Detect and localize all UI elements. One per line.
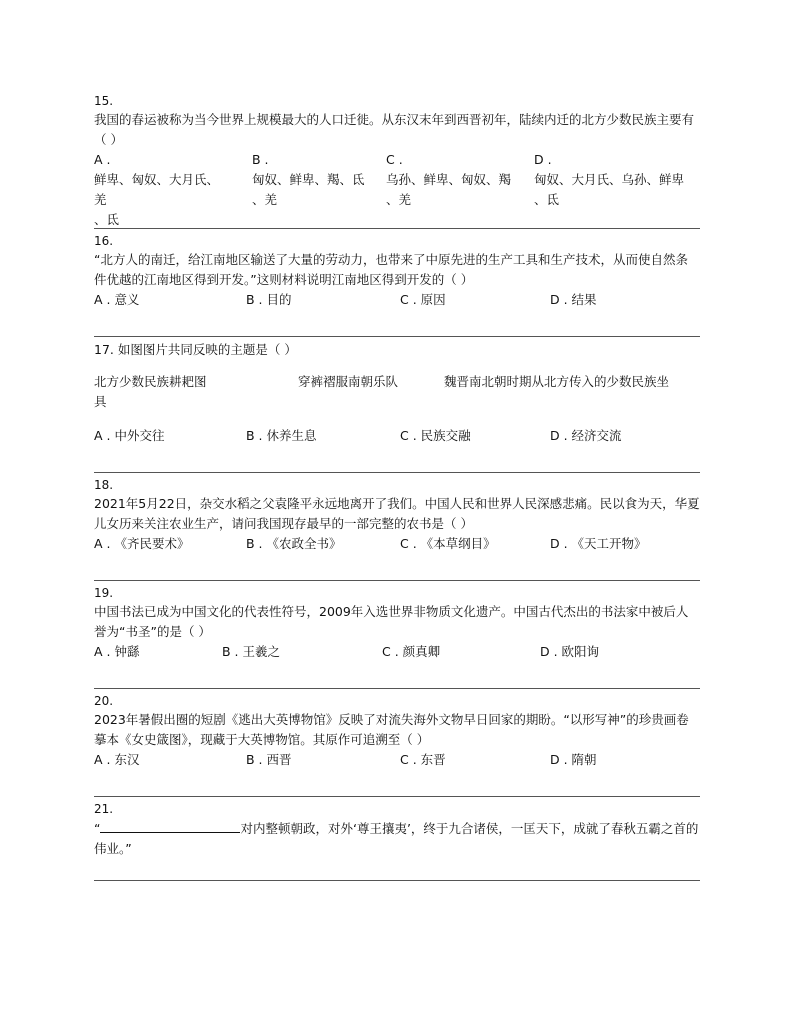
question-17 bbox=[94, 340, 700, 446]
option-a[interactable]: A . 意义 bbox=[94, 292, 140, 307]
question-20 bbox=[94, 692, 700, 770]
question-stem: 我国的春运被称为当今世界上规模最大的人口迁徙。从东汉末年到西晋初年，陆续内迁的北方少数民族主要有（ ） bbox=[94, 112, 695, 147]
option-c[interactable]: C . 颜真卿 bbox=[382, 644, 441, 659]
options-group bbox=[94, 642, 700, 662]
option-d[interactable]: D . 匈奴、大月氏、乌孙、鲜卑 、氐 bbox=[534, 152, 685, 207]
question-18 bbox=[94, 476, 700, 554]
options-group bbox=[94, 750, 700, 770]
option-c[interactable]: C . 乌孙、鲜卑、匈奴、羯 、羌 bbox=[386, 152, 512, 207]
options-group bbox=[94, 150, 700, 227]
divider bbox=[94, 796, 700, 797]
question-16 bbox=[94, 232, 700, 310]
option-b[interactable]: B . 《农政全书》 bbox=[246, 536, 342, 551]
caption-plowing: 北方少数民族耕耙图 bbox=[94, 374, 207, 389]
caption-seat: 魏晋南北朝时期从北方传入的少数民族坐 bbox=[444, 374, 670, 389]
option-b[interactable]: B . 休养生息 bbox=[246, 428, 317, 443]
caption-seat-wrap: 具 bbox=[94, 394, 107, 409]
options-group bbox=[94, 426, 700, 446]
question-number: 15. bbox=[94, 94, 114, 108]
fill-in-blank[interactable] bbox=[100, 818, 240, 833]
option-d[interactable]: D . 《天工开物》 bbox=[550, 536, 647, 551]
question-19 bbox=[94, 584, 700, 662]
option-b[interactable]: B . 西晋 bbox=[246, 752, 292, 767]
option-c[interactable]: C . 民族交融 bbox=[400, 428, 471, 443]
option-c[interactable]: C . 东晋 bbox=[400, 752, 446, 767]
option-a[interactable]: A . 鲜卑、匈奴、大月氏、羌 、氐 bbox=[94, 152, 220, 227]
option-a[interactable]: A . 钟繇 bbox=[94, 644, 140, 659]
option-c[interactable]: C . 原因 bbox=[400, 292, 446, 307]
question-15 bbox=[94, 92, 700, 227]
divider bbox=[94, 228, 700, 229]
option-b[interactable]: B . 匈奴、鲜卑、羯、氐 、羌 bbox=[252, 152, 365, 207]
question-number: 20. bbox=[94, 694, 114, 708]
question-number: 19. bbox=[94, 586, 114, 600]
question-number: 21. bbox=[94, 802, 114, 816]
options-group bbox=[94, 290, 700, 310]
question-stem: 2021年5月22日，杂交水稻之父袁隆平永远地离开了我们。中国人民和世界人民深感悲痛。民以食为天，华夏儿女历来关注农业生产，请问我国现存最早的一部完整的农书是（ ） bbox=[94, 496, 700, 531]
option-b[interactable]: B . 目的 bbox=[246, 292, 292, 307]
option-d[interactable]: D . 经济交流 bbox=[550, 428, 622, 443]
option-a[interactable]: A . 中外交往 bbox=[94, 428, 165, 443]
question-number: 18. bbox=[94, 478, 114, 492]
question-stem: “北方人的南迁，给江南地区输送了大量的劳动力，也带来了中原先进的生产工具和生产技术，从而使自然条件优越的江南地区得到开发。”这则材料说明江南地区得到开发的（ ） bbox=[94, 252, 688, 287]
question-number: 16. bbox=[94, 234, 114, 248]
question-stem: “ 对内整顿朝政，对外‘尊王攘夷’，终于九合诸侯，一匡天下，成就了春秋五霸之首的伟业。” bbox=[94, 818, 700, 859]
option-d[interactable]: D . 欧阳询 bbox=[540, 644, 600, 659]
question-21 bbox=[94, 800, 700, 859]
option-b[interactable]: B . 王羲之 bbox=[222, 644, 280, 659]
question-stem: 中国书法已成为中国文化的代表性符号，2009年入选世界非物质文化遗产。中国古代杰出的书法家中被后人誉为“书圣”的是（ ） bbox=[94, 604, 689, 639]
caption-band: 穿裤褶服南朝乐队 bbox=[298, 374, 399, 389]
option-d[interactable]: D . 隋朝 bbox=[550, 752, 597, 767]
option-d[interactable]: D . 结果 bbox=[550, 292, 597, 307]
option-a[interactable]: A . 东汉 bbox=[94, 752, 140, 767]
option-c[interactable]: C . 《本草纲目》 bbox=[400, 536, 496, 551]
option-a[interactable]: A . 《齐民要术》 bbox=[94, 536, 190, 551]
options-group bbox=[94, 534, 700, 554]
question-stem: 17. 如图图片共同反映的主题是（ ） bbox=[94, 342, 297, 357]
divider bbox=[94, 472, 700, 473]
question-stem: 2023年暑假出圈的短剧《逃出大英博物馆》反映了对流失海外文物早日回家的期盼。“以形写神”的珍贵画卷摹本《女史箴图》，现藏于大英博物馆。其原作可追溯至（ ） bbox=[94, 712, 689, 747]
divider bbox=[94, 580, 700, 581]
divider bbox=[94, 880, 700, 881]
image-captions bbox=[94, 372, 700, 412]
divider bbox=[94, 688, 700, 689]
divider bbox=[94, 336, 700, 337]
